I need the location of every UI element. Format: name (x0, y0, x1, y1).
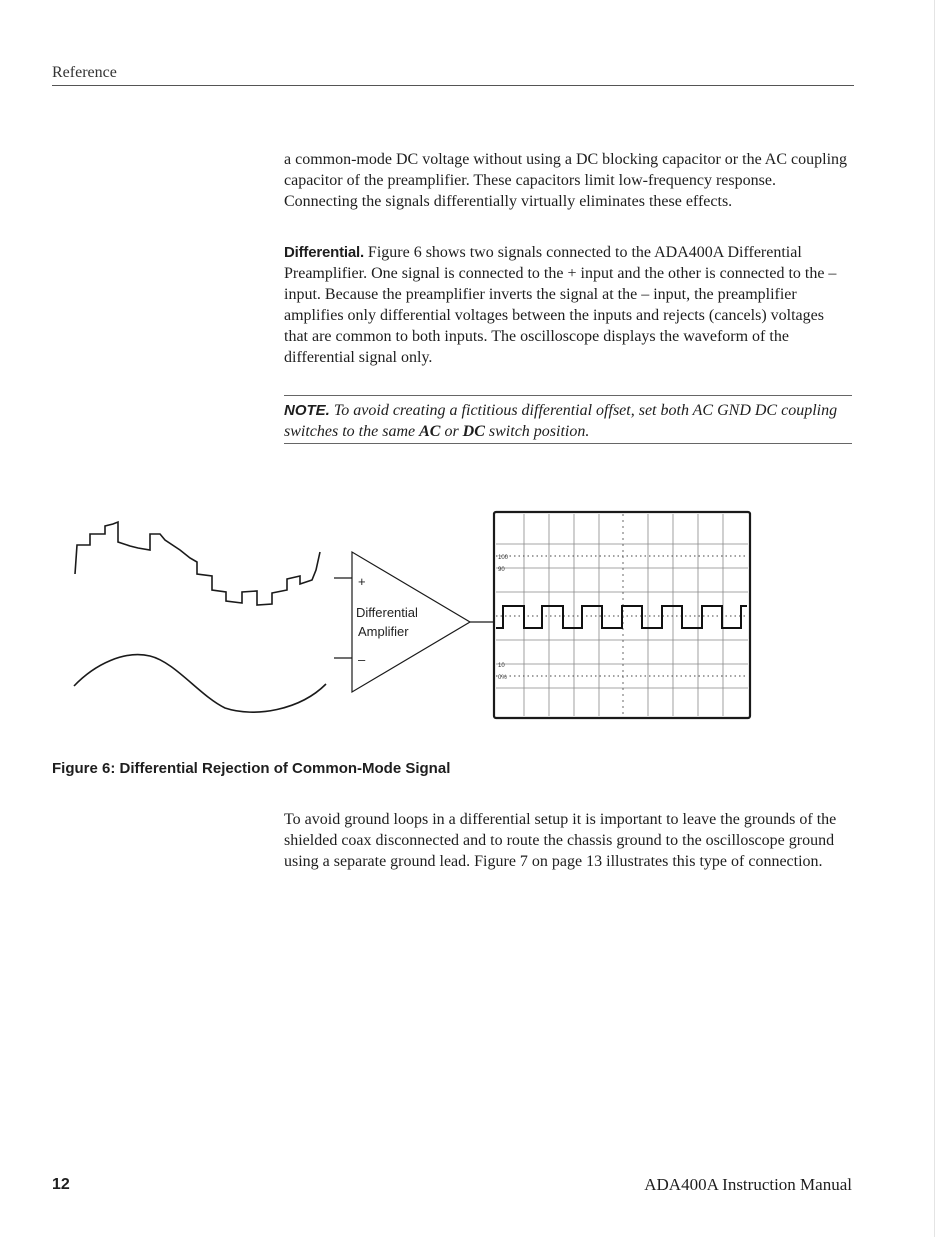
note-block (284, 400, 850, 442)
manual-title: ADA400A Instruction Manual (644, 1175, 852, 1194)
amp-minus-sign: – (358, 652, 366, 667)
oscilloscope-screen (494, 512, 750, 718)
note-text-1: To avoid creating a fictitious differential offset, set both AC GND DC coupling switches to the same (284, 402, 838, 440)
amp-label-amplifier: Amplifier (358, 624, 409, 639)
runin-heading-differential: Differential. (284, 244, 364, 261)
note-rule-bottom (284, 443, 852, 444)
paragraph-differential (284, 242, 850, 368)
note-label: NOTE. (284, 402, 330, 419)
amp-plus-sign: + (358, 574, 366, 589)
graticule-label-100: 100 (498, 555, 509, 561)
graticule-label-90: 90 (498, 567, 505, 573)
note-text-2: or (440, 423, 463, 440)
note-rule-top (284, 395, 852, 396)
note-bold-dc: DC (462, 423, 485, 440)
figure-differential-rejection (0, 500, 950, 730)
graticule-label-0: 0% (498, 675, 507, 681)
graticule-label-10: 10 (498, 663, 505, 669)
paragraph-common-mode: a common-mode DC voltage without using a DC blocking capacitor or the AC coupling capacitor of the preamplifier. These capacitors limit low-frequency response. Connecting the signals differentially virtually eliminates these effects. (284, 151, 848, 210)
note-text-3: switch position. (484, 423, 590, 440)
amplifier-triangle (352, 552, 470, 692)
paragraph-differential-text: Figure 6 shows two signals connected to the ADA400A Differential Preamplifier. One signal is connected to the + input and the other is connected to the – input. Because the preamplifier inverts the signal at the – input, the preamplifier amplifies only differential voltages between the inputs and rejects (cancels) voltages that are common to both inputs. The oscilloscope displays the waveform of the differential signal only. (284, 244, 837, 366)
paragraph-ground-loops: To avoid ground loops in a differential setup it is important to leave the grounds of the shielded coax disconnected and to route the chassis ground to the oscilloscope ground using a separate ground lead. Figure 7 on page 13 illustrates this type of connection. (284, 811, 837, 870)
figure-caption: Figure 6: Differential Rejection of Common-Mode Signal (52, 760, 451, 777)
common-mode-square-signal (75, 522, 320, 605)
sine-signal (74, 655, 326, 713)
running-head: Reference (52, 64, 117, 81)
page-number: 12 (52, 1176, 70, 1193)
page-edge-line (934, 0, 935, 1237)
note-bold-ac: AC (419, 423, 441, 440)
header-rule (52, 85, 854, 86)
amp-label-differential: Differential (356, 605, 418, 620)
